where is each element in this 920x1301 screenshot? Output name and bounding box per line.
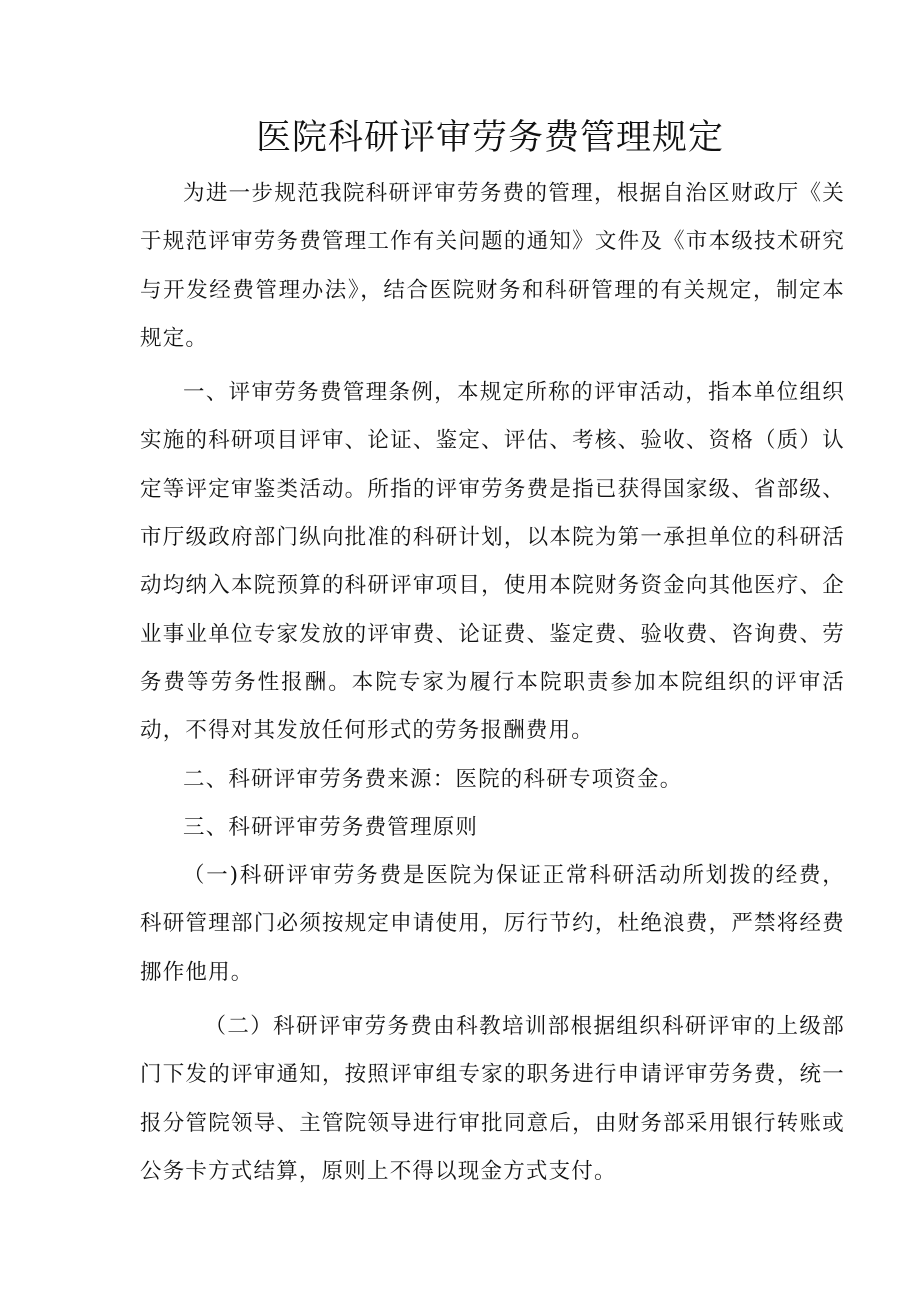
intro-paragraph: 为进一步规范我院科研评审劳务费的管理，根据自治区财政厅《关于规范评审劳务费管理工作有关问题的通知》文件及《市本级技术研究与开发经费管理办法》，结合医院财务和科研管理的有关规定，制定本规定。 — [140, 181, 845, 351]
section-2-paragraph: 二、科研评审劳务费来源：医院的科研专项资金。 — [183, 766, 683, 792]
section-3-heading: 三、科研评审劳务费管理原则 — [183, 814, 479, 840]
section-3-item-2: （二）科研评审劳务费由科教培训部根据组织科研评审的上级部门下发的评审通知，按照评审组专家的职务进行申请评审劳务费，统一报分管院领导、主管院领导进行审批同意后，由财务部采用银行转账或公务卡方式结算，原则上不得以现金方式支付。 — [140, 1014, 845, 1184]
document-body — [140, 170, 845, 1196]
section-1-paragraph: 一、评审劳务费管理条例，本规定所称的评审活动，指本单位组织实施的科研项目评审、论证、鉴定、评估、考核、验收、资格（质）认定等评定审鉴类活动。所指的评审劳务费是指已获得国家级、省部级、市厅级政府部门纵向批准的科研计划，以本院为第一承担单位的科研活动均纳入本院预算的科研评审项目，使用本院财务资金向其他医疗、企业事业单位专家发放的评审费、论证费、鉴定费、验收费、咨询费、劳务费等劳务性报酬。本院专家为履行本院职责参加本院组织的评审活动，不得对其发放任何形式的劳务报酬费用。 — [140, 380, 845, 744]
document-title: 医院科研评审劳务费管理规定 — [255, 118, 724, 158]
section-3-item-1: （一)科研评审劳务费是医院为保证正常科研活动所划拨的经费，科研管理部门必须按规定申请使用，厉行节约，杜绝浪费，严禁将经费挪作他用。 — [140, 863, 845, 985]
